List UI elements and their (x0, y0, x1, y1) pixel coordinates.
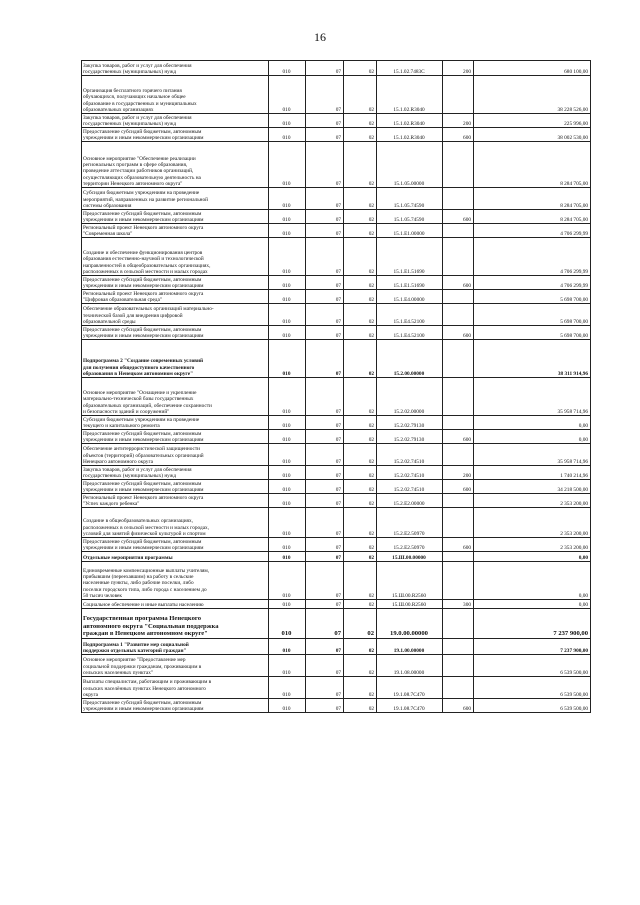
cell-section: 07 (306, 639, 344, 655)
cell-amount: 6 539 500,00 (474, 699, 591, 713)
table-row (82, 609, 591, 639)
cell-grbs: 010 (269, 444, 306, 466)
cell-name: Предоставление субсидий бюджетным, автономным учреждениям и иным некоммерческим организациям (82, 430, 269, 444)
cell-grbs: 010 (269, 655, 306, 677)
cell-target-item: 15.2.E2.50970 (377, 538, 443, 552)
cell-name: Региональный проект Ненецкого автономного округа "Современная школа" (82, 224, 269, 238)
cell-target-item: 19.0.00.00000 (377, 609, 443, 639)
cell-grbs: 010 (269, 340, 306, 378)
cell-section: 07 (306, 304, 344, 326)
table-row (82, 639, 591, 655)
cell-target-item: 15.2.E2.50970 (377, 508, 443, 538)
cell-name: Подпрограмма 1 "Развитие мер социальной поддержки отдельных категорий граждан" (82, 639, 269, 655)
table-row (82, 142, 591, 188)
table-row (82, 699, 591, 713)
table-row (82, 416, 591, 430)
cell-grbs: 010 (269, 326, 306, 340)
cell-amount: 6 539 500,00 (474, 655, 591, 677)
cell-target-item: 15.2.02.74510 (377, 480, 443, 494)
cell-grbs: 010 (269, 677, 306, 699)
table-row (82, 552, 591, 562)
cell-grbs: 010 (269, 114, 306, 128)
cell-target-item: 15.1.E4.00000 (377, 290, 443, 304)
cell-target-item: 15.2.02.79130 (377, 416, 443, 430)
cell-section: 07 (306, 508, 344, 538)
cell-expense-type (443, 188, 474, 210)
cell-name: Предоставление субсидий бюджетным, автономным учреждениям и иным некоммерческим организациям (82, 276, 269, 290)
cell-amount: 4 706 299,99 (474, 238, 591, 276)
cell-amount: 4 706 299,99 (474, 276, 591, 290)
cell-section: 07 (306, 494, 344, 508)
cell-amount: 7 237 900,00 (474, 609, 591, 639)
cell-grbs: 010 (269, 538, 306, 552)
cell-name: Закупка товаров, работ и услуг для обеспечения государственных (муниципальных) нужд (82, 466, 269, 480)
cell-section: 07 (306, 600, 344, 609)
cell-expense-type (443, 416, 474, 430)
cell-name: Субсидии бюджетным учреждениям на проведение мероприятий, направленных на развитие региональной системы образования (82, 188, 269, 210)
cell-section: 07 (306, 480, 344, 494)
cell-grbs: 010 (269, 609, 306, 639)
table-row (82, 600, 591, 609)
cell-subsection: 02 (344, 639, 377, 655)
cell-name: Предоставление субсидий бюджетным, автономным учреждениям и иным некоммерческим организациям (82, 538, 269, 552)
cell-expense-type: 200 (443, 114, 474, 128)
cell-target-item: 15.1.02.R3040 (377, 76, 443, 114)
cell-name: Региональный проект Ненецкого автономного округа "Успех каждого ребенка" (82, 494, 269, 508)
cell-target-item: 15.2.02.00000 (377, 378, 443, 416)
cell-subsection: 02 (344, 466, 377, 480)
cell-amount: 0,00 (474, 562, 591, 600)
cell-name: Создание в общеобразовательных организациях, расположенных в сельской местности и малых городах, условий для занятий физической культурой и спортом (82, 508, 269, 538)
budget-table-body (82, 61, 591, 713)
cell-expense-type (443, 290, 474, 304)
cell-section: 07 (306, 210, 344, 224)
cell-section: 07 (306, 466, 344, 480)
cell-target-item: 15.1.E4.52100 (377, 304, 443, 326)
table-row (82, 466, 591, 480)
cell-expense-type (443, 142, 474, 188)
cell-expense-type (443, 562, 474, 600)
cell-grbs: 010 (269, 128, 306, 142)
page-number: 16 (314, 30, 326, 44)
cell-expense-type: 600 (443, 128, 474, 142)
cell-section: 07 (306, 430, 344, 444)
cell-name: Закупка товаров, работ и услуг для обеспечения государственных (муниципальных) нужд (82, 61, 269, 76)
cell-expense-type (443, 76, 474, 114)
cell-section: 07 (306, 326, 344, 340)
cell-expense-type (443, 224, 474, 238)
table-row (82, 562, 591, 600)
cell-section: 07 (306, 142, 344, 188)
cell-grbs: 010 (269, 430, 306, 444)
cell-name: Предоставление субсидий бюджетным, автономным учреждениям и иным некоммерческим организациям (82, 480, 269, 494)
cell-grbs: 010 (269, 508, 306, 538)
table-row (82, 114, 591, 128)
cell-subsection: 02 (344, 538, 377, 552)
table-row (82, 326, 591, 340)
cell-target-item: 15.1.02.7483C (377, 61, 443, 76)
cell-target-item: 15.1.05.74590 (377, 210, 443, 224)
table-row (82, 210, 591, 224)
cell-amount: 35 958 714,96 (474, 444, 591, 466)
cell-grbs: 010 (269, 494, 306, 508)
cell-amount: 0,00 (474, 552, 591, 562)
cell-grbs: 010 (269, 224, 306, 238)
cell-section: 07 (306, 276, 344, 290)
cell-amount: 38 311 914,96 (474, 340, 591, 378)
cell-target-item: 15.1.E4.52100 (377, 326, 443, 340)
cell-target-item: 15.1.E1.51690 (377, 238, 443, 276)
cell-subsection: 02 (344, 340, 377, 378)
cell-name: Единовременные компенсационные выплаты учителям, прибывшим (переехавшим) на работу в сельские населенные пункты, либо рабочие поселки, либо поселки городского типа, либо города с населением до 50 тысяч человек (82, 562, 269, 600)
cell-expense-type (443, 655, 474, 677)
budget-table (81, 60, 591, 713)
cell-amount: 38 228 526,00 (474, 76, 591, 114)
cell-target-item: 15.2.02.74510 (377, 444, 443, 466)
cell-expense-type (443, 508, 474, 538)
cell-target-item: 19.1.08.7C470 (377, 699, 443, 713)
cell-expense-type: 200 (443, 61, 474, 76)
cell-subsection: 02 (344, 238, 377, 276)
table-row (82, 494, 591, 508)
cell-expense-type (443, 677, 474, 699)
cell-subsection: 02 (344, 508, 377, 538)
cell-subsection: 02 (344, 480, 377, 494)
cell-amount: 34 218 500,00 (474, 480, 591, 494)
cell-name: Создание и обеспечение функционирования центров образования естественно-научной и технологической направленностей в общеобразовательных организациях, расположенных в сельской местности и малых городах (82, 238, 269, 276)
cell-amount: 7 237 900,00 (474, 639, 591, 655)
cell-expense-type (443, 238, 474, 276)
cell-amount: 2 353 200,00 (474, 538, 591, 552)
cell-section: 07 (306, 538, 344, 552)
cell-amount: 2 353 200,00 (474, 508, 591, 538)
table-row (82, 655, 591, 677)
cell-expense-type (443, 609, 474, 639)
cell-amount: 5 698 700,00 (474, 304, 591, 326)
cell-grbs: 010 (269, 304, 306, 326)
cell-amount: 6 539 500,00 (474, 677, 591, 699)
cell-name: Региональный проект Ненецкого автономного округа "Цифровая образовательная среда" (82, 290, 269, 304)
cell-expense-type (443, 444, 474, 466)
cell-grbs: 010 (269, 699, 306, 713)
cell-target-item: 15.2.02.74510 (377, 466, 443, 480)
cell-section: 07 (306, 677, 344, 699)
cell-subsection: 02 (344, 552, 377, 562)
cell-amount: 5 698 700,00 (474, 290, 591, 304)
cell-expense-type: 600 (443, 326, 474, 340)
cell-grbs: 010 (269, 639, 306, 655)
cell-subsection: 02 (344, 76, 377, 114)
cell-section: 07 (306, 128, 344, 142)
cell-amount: 4 706 299,99 (474, 224, 591, 238)
cell-amount: 8 284 705,00 (474, 188, 591, 210)
cell-subsection: 02 (344, 677, 377, 699)
cell-subsection: 02 (344, 562, 377, 600)
cell-section: 07 (306, 416, 344, 430)
cell-amount: 38 002 530,00 (474, 128, 591, 142)
cell-subsection: 02 (344, 609, 377, 639)
table-row (82, 76, 591, 114)
cell-name: Предоставление субсидий бюджетным, автономным учреждениям и иным некоммерческим организациям (82, 210, 269, 224)
cell-amount: 2 353 200,00 (474, 494, 591, 508)
cell-subsection: 02 (344, 378, 377, 416)
table-row (82, 61, 591, 76)
cell-amount: 225 996,00 (474, 114, 591, 128)
cell-target-item: 15.1.E1.00000 (377, 224, 443, 238)
cell-expense-type: 600 (443, 538, 474, 552)
cell-target-item: 15.1.E1.51690 (377, 276, 443, 290)
cell-subsection: 02 (344, 290, 377, 304)
cell-name: Основное мероприятие "Оснащение и укрепление материально-технической базы государственных образовательных организаций, обеспечение сохранности и безопасности зданий и сооружений" (82, 378, 269, 416)
table-row (82, 304, 591, 326)
cell-name: Субсидии бюджетным учреждениям на проведение текущего и капитального ремонта (82, 416, 269, 430)
cell-section: 07 (306, 114, 344, 128)
cell-amount: 8 284 705,00 (474, 142, 591, 188)
cell-amount: 0,00 (474, 600, 591, 609)
cell-section: 07 (306, 562, 344, 600)
cell-expense-type: 600 (443, 480, 474, 494)
cell-name: Предоставление субсидий бюджетным, автономным учреждениям и иным некоммерческим организациям (82, 128, 269, 142)
cell-name: Государственная программа Ненецкого автономного округа "Социальная поддержка граждан в Ненецком автономном округе" (82, 609, 269, 639)
cell-target-item: 19.1.08.7C470 (377, 677, 443, 699)
table-row (82, 508, 591, 538)
cell-subsection: 02 (344, 61, 377, 76)
cell-name: Организация бесплатного горячего питания обучающихся, получающих начальное общее образование в государственных и муниципальных образовательных организациях (82, 76, 269, 114)
cell-name: Основное мероприятие "Предоставление мер социальной поддержки гражданам, проживающим в сельских населенных пунктах" (82, 655, 269, 677)
table-row (82, 378, 591, 416)
cell-grbs: 010 (269, 276, 306, 290)
cell-section: 07 (306, 188, 344, 210)
cell-section: 07 (306, 224, 344, 238)
cell-target-item: 15.1.02.R3040 (377, 128, 443, 142)
cell-section: 07 (306, 609, 344, 639)
table-row (82, 480, 591, 494)
cell-target-item: 15.1.05.74590 (377, 188, 443, 210)
cell-amount: 5 698 700,00 (474, 326, 591, 340)
cell-grbs: 010 (269, 61, 306, 76)
cell-expense-type: 600 (443, 276, 474, 290)
cell-section: 07 (306, 238, 344, 276)
cell-expense-type (443, 552, 474, 562)
cell-subsection: 02 (344, 444, 377, 466)
cell-grbs: 010 (269, 210, 306, 224)
cell-subsection: 02 (344, 699, 377, 713)
cell-expense-type (443, 639, 474, 655)
cell-amount: 680 100,00 (474, 61, 591, 76)
cell-grbs: 010 (269, 238, 306, 276)
cell-expense-type: 600 (443, 210, 474, 224)
cell-section: 07 (306, 378, 344, 416)
cell-grbs: 010 (269, 600, 306, 609)
cell-expense-type: 300 (443, 600, 474, 609)
cell-subsection: 02 (344, 430, 377, 444)
table-row (82, 188, 591, 210)
table-row (82, 238, 591, 276)
cell-target-item: 15.1.05.00000 (377, 142, 443, 188)
cell-amount: 1 740 214,96 (474, 466, 591, 480)
cell-name: Подпрограмма 2 "Создание современных условий для получения общедоступного качественного образования в Ненецком автономном округе" (82, 340, 269, 378)
cell-grbs: 010 (269, 142, 306, 188)
cell-target-item: 15.2.E2.00000 (377, 494, 443, 508)
cell-grbs: 010 (269, 290, 306, 304)
cell-expense-type: 600 (443, 430, 474, 444)
cell-grbs: 010 (269, 562, 306, 600)
cell-section: 07 (306, 699, 344, 713)
cell-subsection: 02 (344, 655, 377, 677)
cell-grbs: 010 (269, 552, 306, 562)
cell-name: Отдельные мероприятия программы (82, 552, 269, 562)
cell-subsection: 02 (344, 188, 377, 210)
cell-name: Обеспечение антитеррористической защищенности объектов (территорий) образовательных организаций Ненецкого автономного округа (82, 444, 269, 466)
cell-name: Выплаты специалистам, работающим и проживающим в сельских населённых пунктах Ненецкого автономного округа (82, 677, 269, 699)
cell-subsection: 02 (344, 276, 377, 290)
cell-name: Обеспечение образовательных организаций материально- технической базой для внедрения цифровой образовательной среды (82, 304, 269, 326)
cell-grbs: 010 (269, 188, 306, 210)
cell-section: 07 (306, 290, 344, 304)
table-row (82, 430, 591, 444)
table-row (82, 128, 591, 142)
cell-target-item: 15.2.02.79130 (377, 430, 443, 444)
cell-name: Основное мероприятие "Обеспечение реализации региональных программ в сфере образования, проведение аттестации работников организаций, осуществляющих образовательную деятельность на территории Ненецкого автономного округа" (82, 142, 269, 188)
cell-subsection: 02 (344, 416, 377, 430)
table-row (82, 224, 591, 238)
cell-section: 07 (306, 340, 344, 378)
cell-target-item: 19.1.00.00000 (377, 639, 443, 655)
cell-amount: 8 284 705,00 (474, 210, 591, 224)
cell-target-item: 15.Ш.00.R2560 (377, 600, 443, 609)
cell-expense-type (443, 340, 474, 378)
cell-grbs: 010 (269, 378, 306, 416)
cell-amount: 0,00 (474, 430, 591, 444)
cell-subsection: 02 (344, 600, 377, 609)
cell-subsection: 02 (344, 224, 377, 238)
cell-name: Закупка товаров, работ и услуг для обеспечения государственных (муниципальных) нужд (82, 114, 269, 128)
cell-subsection: 02 (344, 304, 377, 326)
cell-grbs: 010 (269, 480, 306, 494)
cell-amount: 0,00 (474, 416, 591, 430)
cell-target-item: 15.1.02.R3040 (377, 114, 443, 128)
cell-expense-type (443, 304, 474, 326)
cell-section: 07 (306, 76, 344, 114)
table-row (82, 340, 591, 378)
table-row (82, 290, 591, 304)
cell-name: Предоставление субсидий бюджетным, автономным учреждениям и иным некоммерческим организациям (82, 699, 269, 713)
cell-subsection: 02 (344, 210, 377, 224)
cell-name: Социальное обеспечение и иные выплаты населению (82, 600, 269, 609)
cell-name: Предоставление субсидий бюджетным, автономным учреждениям и иным некоммерческим организациям (82, 326, 269, 340)
cell-subsection: 02 (344, 326, 377, 340)
cell-expense-type (443, 378, 474, 416)
cell-section: 07 (306, 552, 344, 562)
cell-expense-type: 600 (443, 699, 474, 713)
cell-expense-type (443, 494, 474, 508)
cell-target-item: 15.Ш.00.00000 (377, 552, 443, 562)
cell-subsection: 02 (344, 142, 377, 188)
table-row (82, 444, 591, 466)
cell-subsection: 02 (344, 114, 377, 128)
cell-target-item: 15.2.00.00000 (377, 340, 443, 378)
table-row (82, 677, 591, 699)
table-row (82, 538, 591, 552)
cell-amount: 35 958 714,96 (474, 378, 591, 416)
cell-grbs: 010 (269, 416, 306, 430)
cell-subsection: 02 (344, 494, 377, 508)
cell-expense-type: 200 (443, 466, 474, 480)
cell-section: 07 (306, 61, 344, 76)
cell-grbs: 010 (269, 466, 306, 480)
cell-section: 07 (306, 444, 344, 466)
cell-subsection: 02 (344, 128, 377, 142)
cell-target-item: 19.1.08.00000 (377, 655, 443, 677)
cell-grbs: 010 (269, 76, 306, 114)
cell-section: 07 (306, 655, 344, 677)
table-row (82, 276, 591, 290)
cell-target-item: 15.Ш.00.R2560 (377, 562, 443, 600)
